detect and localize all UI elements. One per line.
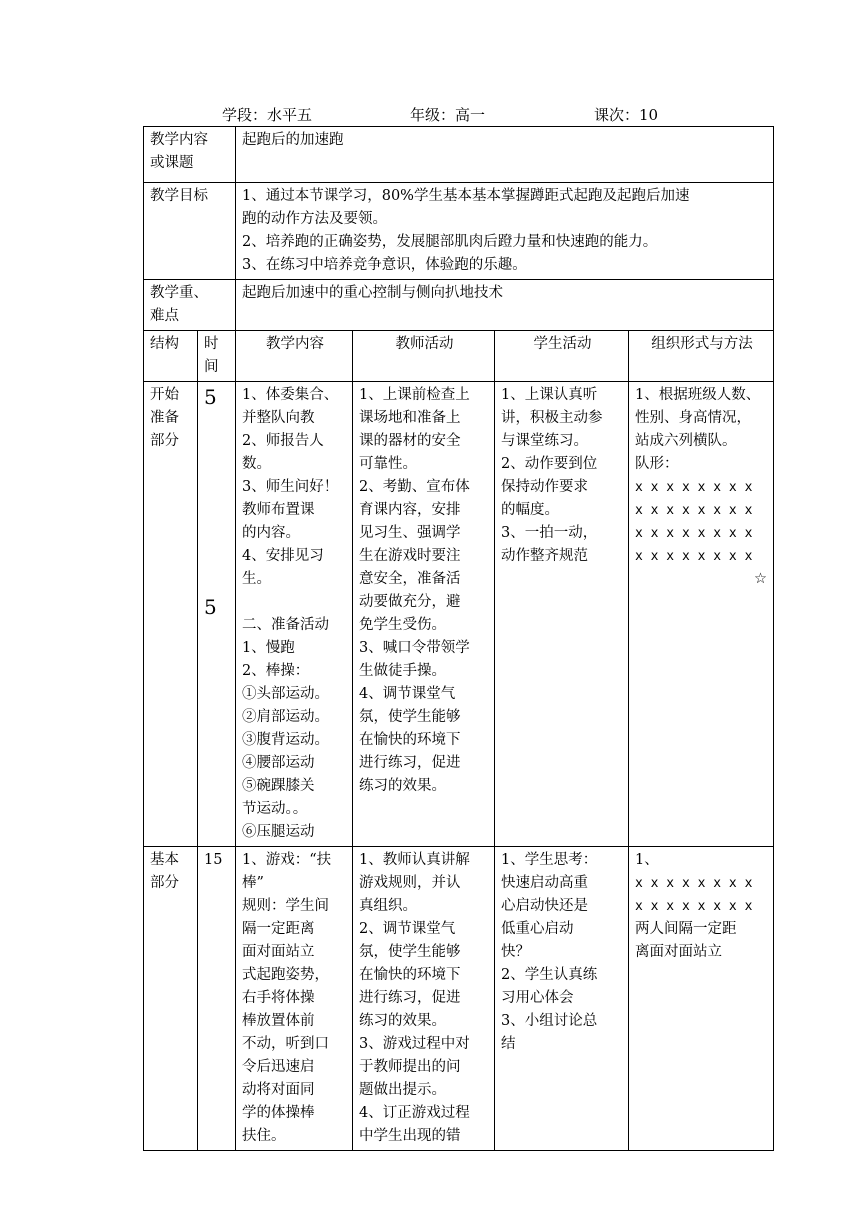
content-row [144, 127, 774, 183]
start-section-row [144, 382, 774, 847]
organization-line: 两人间隔一定距 [635, 921, 737, 937]
content-line: 隔一定距离 [242, 921, 315, 937]
student-header: 学生活动 [495, 331, 629, 382]
student-line: 的幅度。 [501, 502, 559, 518]
teacher-line: 氛，使学生能够 [359, 709, 461, 725]
teacher-line: 进行练习，促进 [359, 990, 461, 1006]
content-line: 学的体操棒 [242, 1105, 315, 1121]
content-line: 2、师报告人 [242, 433, 324, 449]
structure-line: 准备 [150, 410, 179, 426]
student-line: 保持动作要求 [501, 479, 588, 495]
lesson-header [222, 104, 659, 126]
teacher-line: 在愉快的环境下 [359, 732, 461, 748]
teacher-line: 1、教师认真讲解 [359, 852, 470, 868]
student-line: 低重心启动 [501, 921, 574, 937]
teacher-line: 动要做充分，避 [359, 594, 461, 610]
teacher-line: 中学生出现的错 [359, 1128, 461, 1144]
key-points-row [144, 280, 774, 331]
structure-line: 基本 [150, 852, 179, 868]
student-line: 2、学生认真练 [501, 967, 598, 983]
content-line: 1、慢跑 [242, 640, 295, 656]
content-line: 二、准备活动 [242, 617, 329, 633]
content-line: 节运动。。 [242, 801, 308, 817]
teacher-header: 教师活动 [353, 331, 495, 382]
teacher-line: 练习的效果。 [359, 778, 446, 794]
key-value-cell: 起跑后加速中的重心控制与侧向扒地技术 [236, 280, 774, 331]
student-line: 3、小组讨论总 [501, 1013, 598, 1029]
teacher-line: 题做出提示。 [359, 1082, 446, 1098]
content-line: 动将对面同 [242, 1082, 315, 1098]
content-line: 的内容。 [242, 525, 300, 541]
content-line: ⑥压腿运动 [242, 824, 315, 840]
student-line: 心启动快还是 [501, 898, 588, 914]
organization-line: 1、根据班级人数、 [635, 387, 761, 403]
key-label-line-1: 教学重、 [150, 285, 208, 301]
content-line: ④腰部运动 [242, 755, 315, 771]
basic-teacher-cell [353, 847, 495, 1151]
teacher-line: 2、调节课堂气 [359, 921, 456, 937]
student-line: 快速启动高重 [501, 875, 588, 891]
formation-row: x x x x x x x x [635, 526, 753, 541]
content-line [242, 591, 348, 614]
teacher-line: 练习的效果。 [359, 1013, 446, 1029]
content-line: 棒” [242, 875, 264, 891]
teacher-line: 育课内容，安排 [359, 502, 461, 518]
teacher-line: 见习生、强调学 [359, 525, 461, 541]
student-line: 讲，积极主动参 [501, 410, 603, 426]
student-line: 快？ [501, 944, 530, 960]
student-line: 动作整齐规范 [501, 548, 588, 564]
formation-row: x x x x x x x x [635, 899, 753, 914]
start-student-cell [495, 382, 629, 847]
start-content-cell [236, 382, 353, 847]
stage-label: 学段：水平五 [222, 106, 313, 124]
teacher-line: 1、上课前检查上 [359, 387, 470, 403]
time-value-warmup: 5 [204, 385, 217, 409]
time-header-line-2: 间 [204, 359, 219, 375]
basic-section-row [144, 847, 774, 1151]
formation-row: x x x x x x x x [635, 503, 753, 518]
start-structure-cell [144, 382, 198, 847]
structure-header: 结构 [144, 331, 198, 382]
content-line: 1、体委集合、 [242, 387, 339, 403]
student-line: 习用心体会 [501, 990, 574, 1006]
teacher-line: 进行练习，促进 [359, 755, 461, 771]
content-label-cell [144, 127, 236, 183]
content-line: 生。 [242, 571, 271, 587]
lesson-plan-table [143, 126, 774, 1151]
formation-row: x x x x x x x x [635, 876, 753, 891]
structure-line: 部分 [150, 433, 179, 449]
goal-line: 3、在练习中培养竞争意识，体验跑的乐趣。 [242, 257, 527, 273]
content-line: ②肩部运动。 [242, 709, 329, 725]
goals-value-cell [236, 183, 774, 280]
time-header-line-1: 时 [204, 336, 219, 352]
teacher-line: 免学生受伤。 [359, 617, 446, 633]
student-line: 结 [501, 1036, 516, 1052]
student-line: 2、动作要到位 [501, 456, 598, 472]
teacher-line: 意安全，准备活 [359, 571, 461, 587]
organization-header: 组织形式与方法 [629, 331, 774, 382]
lesson-number-label: 课次：10 [594, 106, 659, 124]
content-line: 式起跑姿势， [242, 967, 329, 983]
content-line: 2、棒操： [242, 663, 310, 679]
goal-line: 1、通过本节课学习，80%学生基本基本掌握蹲距式起跑及起跑后加速 [242, 188, 690, 204]
content-line: 扶住。 [242, 1128, 286, 1144]
teacher-line: 3、游戏过程中对 [359, 1036, 470, 1052]
goals-row [144, 183, 774, 280]
content-line: 令后迅速启 [242, 1059, 315, 1075]
basic-student-cell [495, 847, 629, 1151]
content-line: ①头部运动。 [242, 686, 329, 702]
content-line: 3、师生问好！ [242, 479, 339, 495]
goal-line: 跑的动作方法及要领。 [242, 211, 387, 227]
key-label-line-2: 难点 [150, 308, 179, 324]
content-header: 教学内容 [236, 331, 353, 382]
basic-content-cell [236, 847, 353, 1151]
time-value-preparation: 5 [204, 595, 217, 619]
basic-structure-cell [144, 847, 198, 1151]
content-line: ③腹背运动。 [242, 732, 329, 748]
structure-line: 开始 [150, 387, 179, 403]
content-label-line-2: 或课题 [150, 155, 194, 171]
teacher-line: 在愉快的环境下 [359, 967, 461, 983]
teacher-line: 4、调节课堂气 [359, 686, 456, 702]
basic-time-cell: 15 [198, 847, 236, 1151]
teacher-line: 于教师提出的问 [359, 1059, 461, 1075]
start-time-cell [198, 382, 236, 847]
organization-line: 站成六列横队。 [635, 433, 737, 449]
teacher-line: 生做徒手操。 [359, 663, 446, 679]
teacher-line: 4、订正游戏过程 [359, 1105, 470, 1121]
teacher-line: 真组织。 [359, 898, 417, 914]
column-header-row [144, 331, 774, 382]
content-line: 面对面站立 [242, 944, 315, 960]
content-label-line-1: 教学内容 [150, 132, 208, 148]
content-value-cell: 起跑后的加速跑 [236, 127, 774, 183]
content-line: 不动，听到口 [242, 1036, 329, 1052]
teacher-line: 可靠性。 [359, 456, 417, 472]
student-line: 1、上课认真听 [501, 387, 598, 403]
content-line: 教师布置课 [242, 502, 315, 518]
teacher-line: 氛，使学生能够 [359, 944, 461, 960]
key-label-cell [144, 280, 236, 331]
goals-label-cell: 教学目标 [144, 183, 236, 280]
student-line: 3、一拍一动， [501, 525, 598, 541]
formation-row: x x x x x x x x [635, 549, 753, 564]
teacher-line: 2、考勤、宣布体 [359, 479, 470, 495]
student-line: 1、学生思考： [501, 852, 598, 868]
content-line: 棒放置体前 [242, 1013, 315, 1029]
time-header [198, 331, 236, 382]
grade-label: 年级：高一 [410, 106, 486, 124]
content-line: 右手将体操 [242, 990, 315, 1006]
organization-line: 离面对面站立 [635, 944, 722, 960]
content-line: 规则：学生间 [242, 898, 329, 914]
content-line: 并整队向教 [242, 410, 315, 426]
teacher-position-star-icon: ☆ [754, 571, 767, 587]
content-line: 4、安排见习 [242, 548, 324, 564]
structure-line: 部分 [150, 875, 179, 891]
start-organization-cell [629, 382, 774, 847]
teacher-line: 生在游戏时要注 [359, 548, 461, 564]
teacher-line: 课的器材的安全 [359, 433, 461, 449]
basic-organization-cell [629, 847, 774, 1151]
teacher-line: 游戏规则，并认 [359, 875, 461, 891]
teacher-line: 课场地和准备上 [359, 410, 461, 426]
organization-line: 性别、身高情况， [635, 410, 751, 426]
formation-row: x x x x x x x x [635, 480, 753, 495]
start-teacher-cell [353, 382, 495, 847]
content-line: 数。 [242, 456, 271, 472]
goal-line: 2、培养跑的正确姿势，发展腿部肌肉后蹬力量和快速跑的能力。 [242, 234, 658, 250]
content-line: ⑤碗踝膝关 [242, 778, 315, 794]
organization-line: 1、 [635, 852, 659, 868]
teacher-line: 3、喊口令带领学 [359, 640, 470, 656]
organization-line: 队形： [635, 456, 679, 472]
student-line: 与课堂练习。 [501, 433, 588, 449]
content-line: 1、游戏：“扶 [242, 852, 332, 868]
